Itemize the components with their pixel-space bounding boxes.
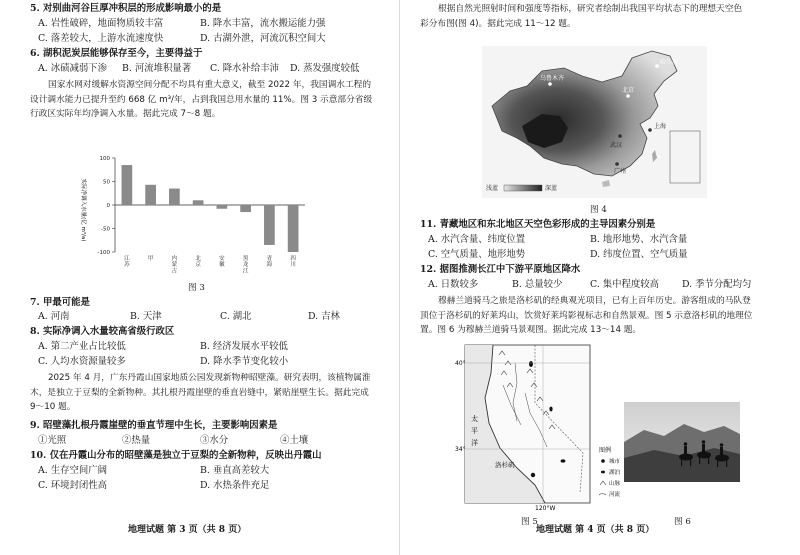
lake-1 [529, 361, 533, 367]
label-pacific-1: 太 [471, 415, 478, 423]
label-lon-120w: 120°W [535, 505, 556, 511]
q7-option-d: D. 吉林 [308, 311, 340, 322]
right-page-footer: 地理试题 第 4 页（共 8 页） [536, 525, 655, 535]
q12-stem: 12. 据图推测长江中下游平原地区降水 [420, 264, 581, 275]
legend-lake-label: 湖泊 [609, 470, 621, 476]
chart-category-labels [124, 254, 296, 274]
q12-option-d: D. 季节分配均匀 [682, 279, 752, 290]
q11-option-a: A. 水汽含量、纬度位置 [428, 234, 526, 245]
city-dot-los-angeles [531, 473, 535, 477]
chart-category-label: 四川 [290, 256, 296, 269]
passage-7-8-line-1: 国家水网对缓解水资源空间分配不均具有重大意义，截至 2022 年，我国调水工程的 [48, 80, 372, 90]
left-page [0, 0, 398, 555]
q10-stem: 10. 仅在丹霞山分布的昭壁藻是独立于豆梨的全新物种，反映出丹霞山 [30, 450, 322, 461]
map-label-wuhan: 武汉 [610, 142, 623, 149]
q7-stem: 7. 甲最可能是 [30, 297, 90, 308]
q6-option-b: B. 河流堆积量著 [122, 63, 192, 74]
q11-option-b: B. 地形地势、水汽含量 [590, 234, 688, 245]
right-page [402, 0, 800, 555]
chart-y-axis-label: 实际净调入水量(亿 m³/a) [80, 178, 86, 242]
chart-bar [264, 205, 275, 245]
q11-option-d: D. 纬度位置、空气质量 [590, 249, 688, 260]
chart-category-label: 江苏 [124, 256, 130, 269]
passage-9-10 [30, 371, 385, 415]
q5-stem: 5. 对别曲河谷巨厚冲积层的形成影响最小的是 [30, 3, 222, 14]
chart-category-label: 青海 [266, 256, 273, 269]
legend-mountain-label: 山脉 [609, 481, 621, 487]
q9-option-2: ②热量 [122, 435, 151, 446]
q12-option-c: C. 集中程度较高 [590, 279, 660, 290]
q7-option-b: B. 天津 [130, 311, 162, 322]
label-lat-40: 40° [455, 360, 466, 367]
q9-option-1: ①光照 [38, 435, 67, 446]
map-label-beijing: 北京 [622, 87, 635, 94]
q9-option-3: ③水分 [200, 435, 229, 446]
city-dot-urumqi [548, 82, 552, 86]
passage-11-12-line-1: 根据自然光照射时间和强度等指标，研究者绘制出我国平均状态下的理想天空色 [438, 4, 743, 14]
city-dot-shanghai [648, 128, 652, 132]
figure-6-caption: 图 6 [674, 517, 691, 527]
q9-option-4: ④土壤 [280, 435, 309, 446]
label-pacific-2: 平 [471, 427, 478, 435]
figure-5-california-map [455, 343, 595, 511]
chart-tick-label: -50 [101, 226, 110, 233]
passage-11-12 [420, 2, 780, 31]
chart-category-label: 内蒙古 [171, 256, 178, 275]
passage-13-14 [420, 294, 780, 338]
legend-city-symbol [601, 459, 605, 463]
q11-stem: 11. 青藏地区和东北地区天空色彩形成的主导因素分别是 [420, 219, 656, 230]
q6-option-c: C. 降水补给丰沛 [210, 63, 280, 74]
city-dot-guangzhou [615, 162, 619, 166]
legend-light-blue: 浅蓝 [486, 185, 499, 192]
chart-bar [122, 165, 133, 205]
q5-option-c: C. 落差较大，上游水流速度快 [38, 33, 164, 44]
passage-7-8-line-2: 设计调水能力已提升至约 668 亿 m³/年，占到我国总用水量的 11%。图 3 示意部分省级 [30, 94, 373, 105]
q6-option-d: D. 蒸发强度较低 [290, 63, 360, 74]
map-label-harbin: 哈尔滨 [660, 59, 679, 66]
q8-stem: 8. 实际净调入水量较高省级行政区 [30, 326, 175, 337]
q5-option-b: B. 降水丰富，流水搬运能力强 [200, 18, 326, 29]
q10-option-d: D. 水热条件充足 [200, 480, 270, 491]
legend-river-symbol [599, 494, 606, 496]
passage-13-14-line-2: 顶位于洛杉矶的好莱坞山，饮赏好莱坞影视标志和自然景观。图 5 示意洛杉矶的地理位 [420, 310, 753, 321]
chart-tick-label: 0 [106, 203, 110, 209]
page-divider [399, 0, 400, 555]
chart-category-label: 甲 [147, 256, 154, 262]
legend-mountain-symbol [600, 481, 606, 485]
q6-option-a: A. 冰碛减弱下渗 [38, 63, 107, 74]
chart-bar [145, 185, 156, 205]
legend-city-label: 城市 [609, 459, 621, 465]
legend-gradient-bar [504, 185, 542, 191]
passage-13-14-line-3: 置。图 6 为穆赫兰道骑马景观图。据此完成 13～14 题。 [420, 325, 642, 335]
passage-9-10-line-1: 2025 年 4 月，广东丹霞山国家地质公园发现新物种昭壁藻。研究表明，该植物属淮 [48, 373, 371, 383]
q6-stem: 6. 湖积泥炭层能够保存至今，主要得益于 [30, 48, 203, 59]
chart-bar [193, 200, 204, 205]
figure-4-caption: 图 4 [590, 205, 607, 215]
label-los-angeles: 洛杉矶 [495, 461, 515, 469]
figure-3-bar-chart [70, 150, 310, 280]
legend-lake-symbol [601, 471, 605, 474]
label-lat-34: 34° [455, 446, 466, 453]
legend-title: 图例 [599, 447, 612, 454]
legend-river-label: 河流 [609, 492, 621, 498]
city-dot-wuhan [618, 134, 622, 138]
q12-option-a: A. 日数较多 [428, 279, 479, 290]
q9-stem: 9. 昭壁藻扎根丹霞崖壁的垂直节理中生长，主要影响因素是 [30, 420, 278, 431]
passage-11-12-line-2: 彩分布图(图 4)。据此完成 11～12 题。 [420, 18, 576, 29]
q8-option-d: D. 降水季节变化较小 [200, 356, 289, 367]
city-dot-beijing [626, 94, 630, 98]
legend-dark-blue: 深蓝 [545, 185, 558, 192]
chart-bar [240, 205, 251, 212]
chart-tick-label: -100 [97, 250, 110, 256]
lake-3 [561, 459, 566, 462]
q7-option-c: C. 湖北 [220, 311, 252, 322]
chart-category-label: 黑龙江 [242, 256, 249, 275]
city-dot-harbin [655, 64, 659, 68]
q8-option-b: B. 经济发展水平较低 [200, 341, 288, 352]
chart-bar [217, 205, 228, 209]
chart-bar [169, 189, 180, 205]
chart-tick-label: 100 [99, 156, 110, 162]
q5-option-a: A. 岩性破碎，地面物质较丰富 [38, 18, 164, 29]
figure-4-china-map [482, 46, 707, 198]
q8-option-c: C. 人均水资源量较多 [38, 356, 126, 367]
figure-5-caption: 图 5 [521, 517, 538, 527]
passage-9-10-line-2: 木，是独立于豆梨的全新物种。其扎根丹霞崖壁的垂直岩缝中，紧贴崖壁生长。据此完成 [30, 387, 369, 398]
lake-2 [549, 407, 552, 412]
map-label-guangzhou: 广州 [614, 168, 627, 175]
q8-option-a: A. 第二产业占比较低 [38, 341, 126, 352]
chart-tick-label: 50 [103, 179, 110, 186]
chart-category-label: 安徽 [219, 256, 225, 269]
q10-option-b: B. 垂直高差较大 [200, 465, 270, 476]
map-label-urumqi: 乌鲁木齐 [540, 75, 565, 82]
q5-option-d: D. 古湖外泄，河流沉积空间大 [200, 33, 326, 44]
passage-7-8-line-3: 行政区实际年均净调入水量。据此完成 7～8 题。 [30, 109, 221, 119]
q10-option-c: C. 环境封闭性高 [38, 480, 108, 491]
q11-option-c: C. 空气质量、地形地势 [428, 249, 526, 260]
passage-9-10-line-3: 9～10 题。 [30, 402, 76, 412]
left-page-footer: 地理试题 第 3 页（共 8 页） [128, 525, 247, 535]
passage-7-8 [30, 78, 385, 122]
label-pacific-3: 洋 [471, 439, 478, 447]
figure-6-horse-riding-photo [624, 402, 740, 482]
figure-3-caption: 图 3 [188, 283, 205, 293]
chart-bar [288, 205, 299, 252]
q12-option-b: B. 总量较少 [512, 279, 563, 290]
chart-bars [122, 165, 299, 252]
passage-13-14-line-1: 穆赫兰道骑马之旅是洛杉矶的经典观光项目，已有上百年历史。游客组成的马队登 [438, 296, 751, 306]
map-label-shanghai: 上海 [654, 123, 667, 130]
q10-option-a: A. 生存空间广阔 [38, 465, 107, 476]
q7-option-a: A. 河南 [38, 311, 70, 322]
chart-category-label: 北京 [195, 256, 201, 269]
